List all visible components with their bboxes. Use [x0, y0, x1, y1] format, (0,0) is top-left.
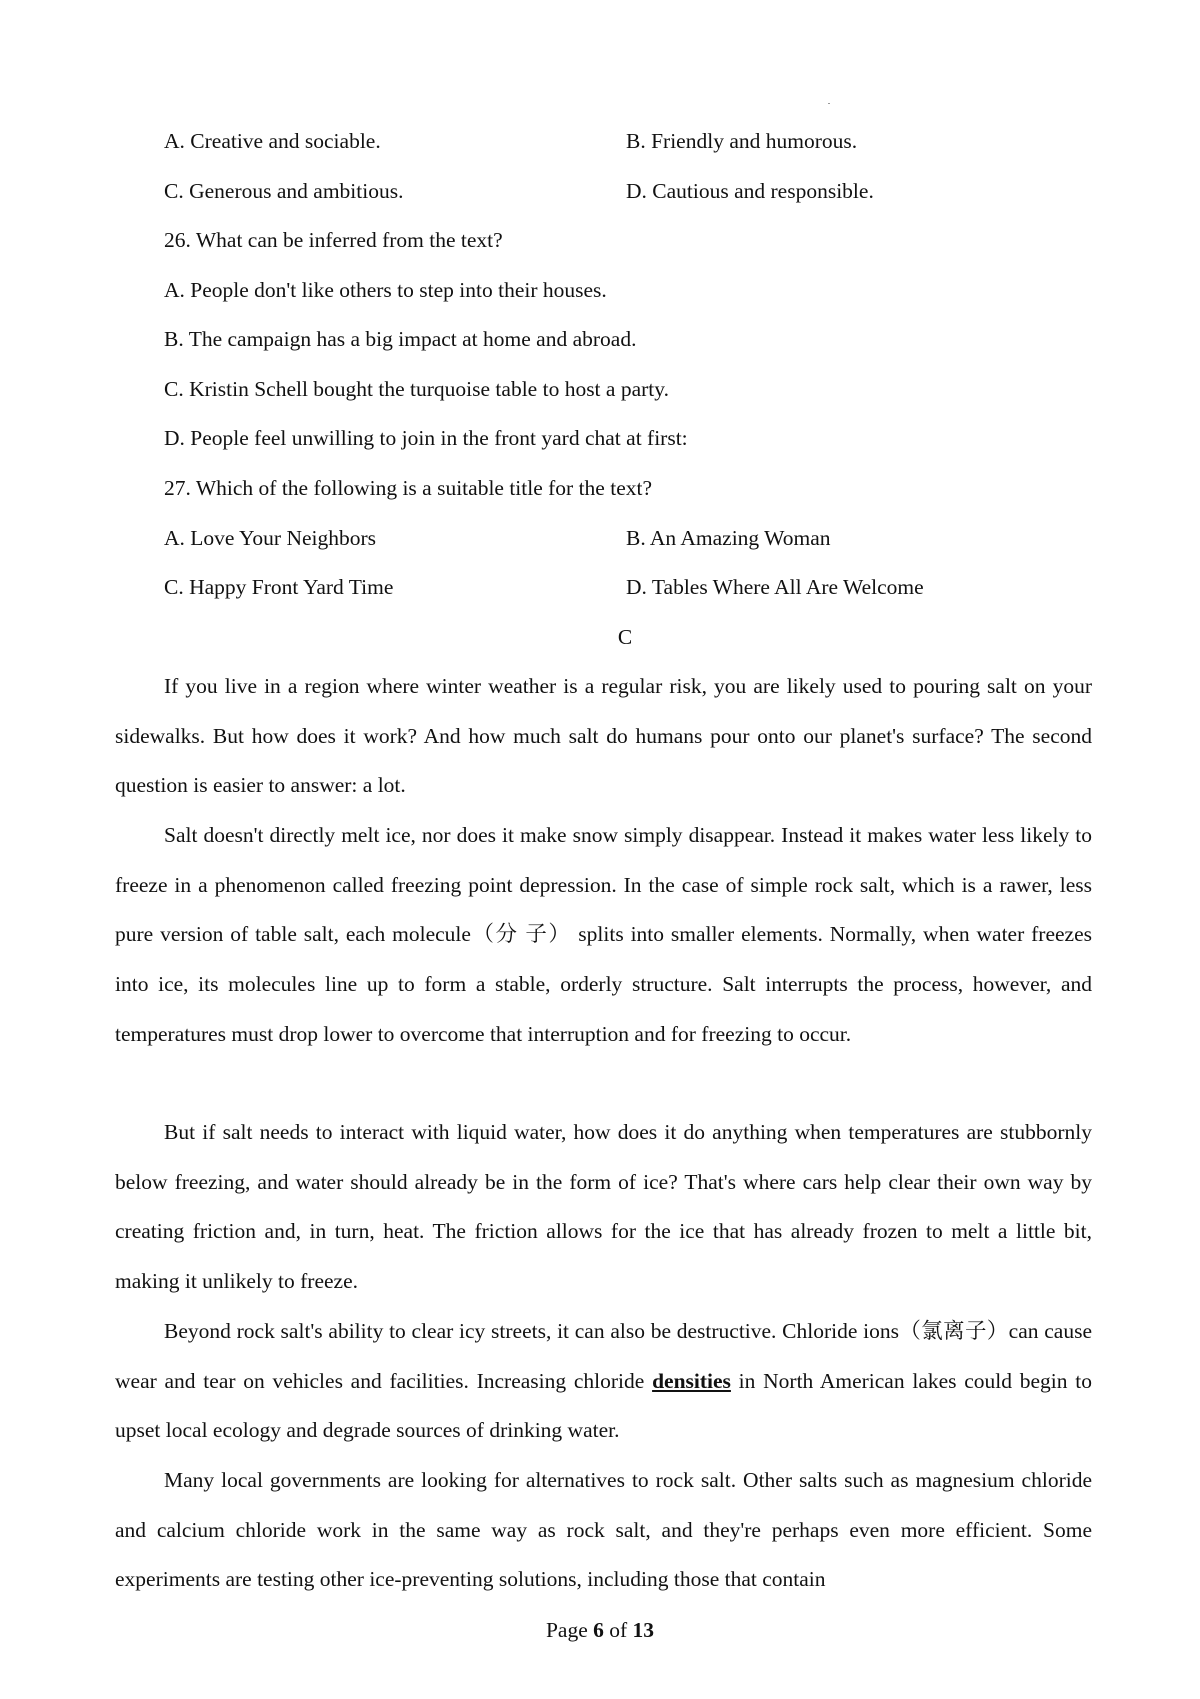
passage-paragraph-1: If you live in a region where winter weather is a regular risk, you are likely used to pouring salt on your sidewalks. But how does it work? And how much salt do humans pour onto our planet's surface? The second question is easier to answer: a lot. [115, 674, 1092, 798]
scan-speck [828, 103, 830, 104]
current-page: 6 [593, 1618, 604, 1642]
section-heading: C [617, 625, 633, 649]
passage-paragraph-2: Salt doesn't directly melt ice, nor does it make snow simply disappear. Instead it makes water less likely to freeze in a phenomenon called freezing point depression. In the case of simple rock salt, which is a rawer, less pure version of table salt, each molecule（分 子） splits into smaller elements. Normally, when water freezes into ice, its molecules line up to form a stable, orderly structure. Salt interrupts the process, however, and temperatures must drop lower to overcome that interruption and for freezing to occur. [115, 823, 1092, 1046]
paragraph-4-text-start: Beyond rock salt's ability to clear icy streets, it can also be destructive. Chloride ions（氯离子）can cause wear and tear on vehicles and facilities. Increasing chloride [115, 1319, 1092, 1393]
page-number-middle: of [603, 1618, 633, 1642]
vocabulary-keyword: densities [652, 1368, 731, 1393]
passage-paragraph-3: But if salt needs to interact with liquid water, how does it do anything when temperatures are stubbornly below freezing, and water should already be in the form of ice? That's where cars help clear their own way by creating friction and, in turn, heat. The friction allows for the ice that has already frozen to melt a little bit, making it unlikely to freeze. [115, 1120, 1092, 1294]
q26-option-d: D. People feel unwilling to join in the front yard chat at first: [164, 426, 688, 450]
page-number-prefix: Page [545, 1618, 594, 1642]
q27-stem: 27. Which of the following is a suitable title for the text? [164, 476, 653, 500]
q27-option-b: B. An Amazing Woman [626, 526, 831, 550]
passage-paragraph-5: Many local governments are looking for alternatives to rock salt. Other salts such as magnesium chloride and calcium chloride work in the same way as rock salt, and they're perhaps even more efficient. Some experiments are testing other ice-preventing solutions, including those that contain [115, 1468, 1092, 1592]
q27-option-a: A. Love Your Neighbors [164, 526, 377, 550]
paragraph-4-text-end: in North American lakes could begin to upset local ecology and degrade sources of drinking water. [115, 1368, 1092, 1443]
q25-option-b: B. Friendly and humorous. [626, 129, 858, 153]
q25-option-c: C. Generous and ambitious. [164, 179, 404, 203]
q27-option-d: D. Tables Where All Are Welcome [626, 575, 924, 599]
q25-option-a: A. Creative and sociable. [164, 129, 381, 153]
q25-option-d: D. Cautious and responsible. [626, 179, 874, 203]
q26-option-a: A. People don't like others to step into their houses. [164, 278, 607, 302]
q26-option-c: C. Kristin Schell bought the turquoise table to host a party. [164, 377, 669, 401]
q27-option-c: C. Happy Front Yard Time [164, 575, 394, 599]
q26-option-b: B. The campaign has a big impact at home and abroad. [164, 327, 637, 351]
total-pages: 13 [632, 1618, 655, 1642]
passage-paragraph-4 [115, 1307, 1092, 1456]
q26-stem: 26. What can be inferred from the text? [164, 228, 503, 252]
page-number [0, 1616, 1200, 1644]
